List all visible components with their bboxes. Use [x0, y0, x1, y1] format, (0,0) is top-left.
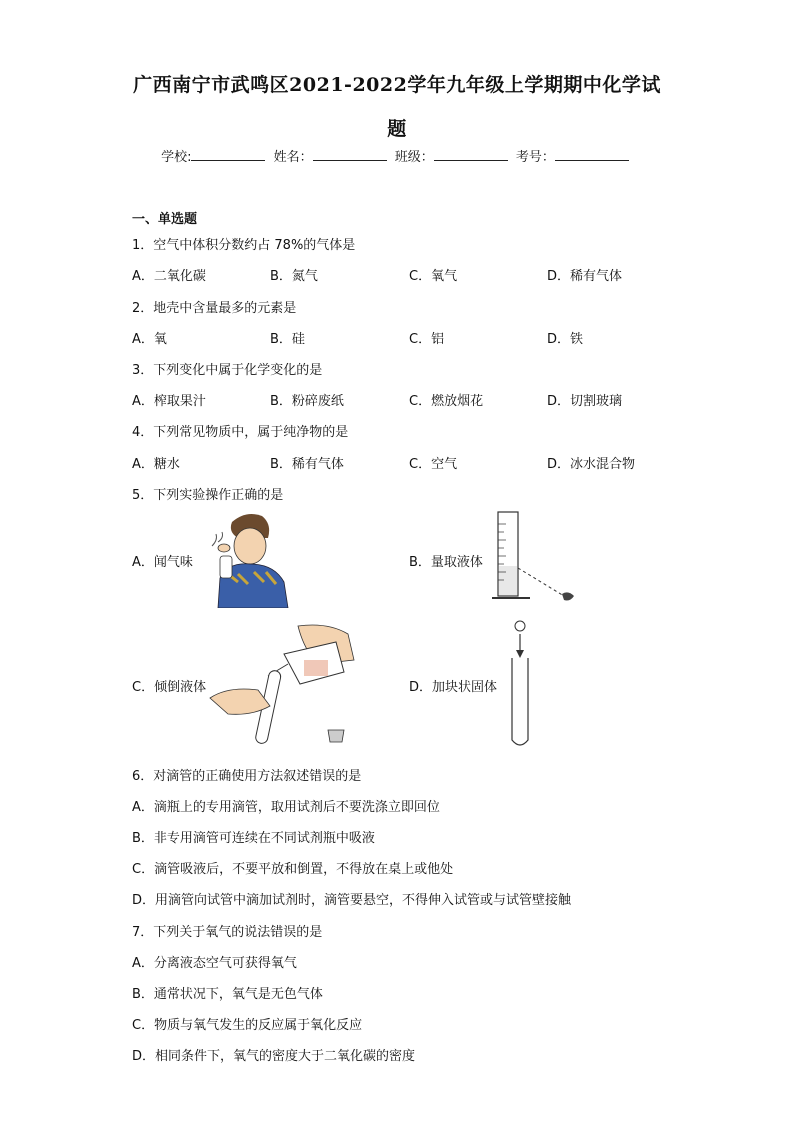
option-b: B．氮气 — [270, 269, 318, 284]
option-b: B．非专用滴管可连续在不同试剂瓶中吸液 — [132, 831, 375, 846]
question-stem: 5．下列实验操作正确的是 — [132, 488, 284, 503]
option-d: D．铁 — [547, 332, 584, 347]
option-c: C．氧气 — [409, 269, 458, 284]
option-b: B．粉碎废纸 — [270, 394, 344, 409]
exam-number-label: 考号： — [515, 150, 555, 165]
option-d: D．切割玻璃 — [547, 394, 623, 409]
question-stem: 4．下列常见物质中，属于纯净物的是 — [132, 425, 349, 440]
school-blank — [191, 148, 265, 161]
option-a: A．闻气味 — [132, 555, 193, 570]
option-c: C．倾倒液体 — [132, 680, 207, 695]
option-c: C．滴管吸液后，不要平放和倒置，不得放在桌上或他处 — [132, 862, 454, 877]
option-a: A．二氧化碳 — [132, 269, 206, 284]
question-stem: 7．下列关于氧气的说法错误的是 — [132, 925, 323, 940]
option-c: C．空气 — [409, 457, 458, 472]
name-label: 姓名： — [273, 150, 313, 165]
name-blank — [313, 148, 387, 161]
option-b: B．通常状况下，氧气是无色气体 — [132, 987, 323, 1002]
class-label: 班级： — [394, 150, 434, 165]
option-c: C．物质与氧气发生的反应属于氧化反应 — [132, 1018, 363, 1033]
school-label: 学校: — [161, 150, 192, 165]
option-b: B．硅 — [270, 332, 305, 347]
question-stem: 3．下列变化中属于化学变化的是 — [132, 363, 323, 378]
option-a: A．氧 — [132, 332, 167, 347]
option-a: A．滴瓶上的专用滴管，取用试剂后不要洗涤立即回位 — [132, 800, 440, 815]
smelling-gas-illustration — [198, 508, 294, 608]
option-c: C．铝 — [409, 332, 445, 347]
document-title-line1: 广西南宁市武鸣区2021-2022学年九年级上学期期中化学试 — [133, 74, 661, 96]
test-tube-solid-illustration — [506, 618, 536, 750]
exam-number-blank — [555, 148, 629, 161]
option-a: A．榨取果汁 — [132, 394, 206, 409]
option-d: D．加块状固体 — [409, 680, 498, 695]
option-d: D．稀有气体 — [547, 269, 623, 284]
student-info-row — [0, 146, 794, 165]
option-d: D．用滴管向试管中滴加试剂时，滴管要悬空，不得伸入试管或与试管壁接触 — [132, 893, 572, 908]
question-stem: 2．地壳中含量最多的元素是 — [132, 301, 297, 316]
class-blank — [434, 148, 508, 161]
graduated-cylinder-illustration — [490, 510, 586, 610]
option-b: B．稀有气体 — [270, 457, 344, 472]
option-a: A．糖水 — [132, 457, 180, 472]
option-d: D．冰水混合物 — [547, 457, 636, 472]
option-d: D．相同条件下，氧气的密度大于二氧化碳的密度 — [132, 1049, 416, 1064]
option-a: A．分离液态空气可获得氧气 — [132, 956, 297, 971]
question-stem: 6．对滴管的正确使用方法叙述错误的是 — [132, 769, 362, 784]
question-stem: 1．空气中体积分数约占 78%的气体是 — [132, 238, 356, 253]
document-title-line2: 题 — [387, 118, 407, 140]
pouring-liquid-illustration — [208, 620, 358, 750]
option-c: C．燃放烟花 — [409, 394, 484, 409]
option-b: B．量取液体 — [409, 555, 483, 570]
section-heading: 一、单选题 — [132, 212, 198, 227]
